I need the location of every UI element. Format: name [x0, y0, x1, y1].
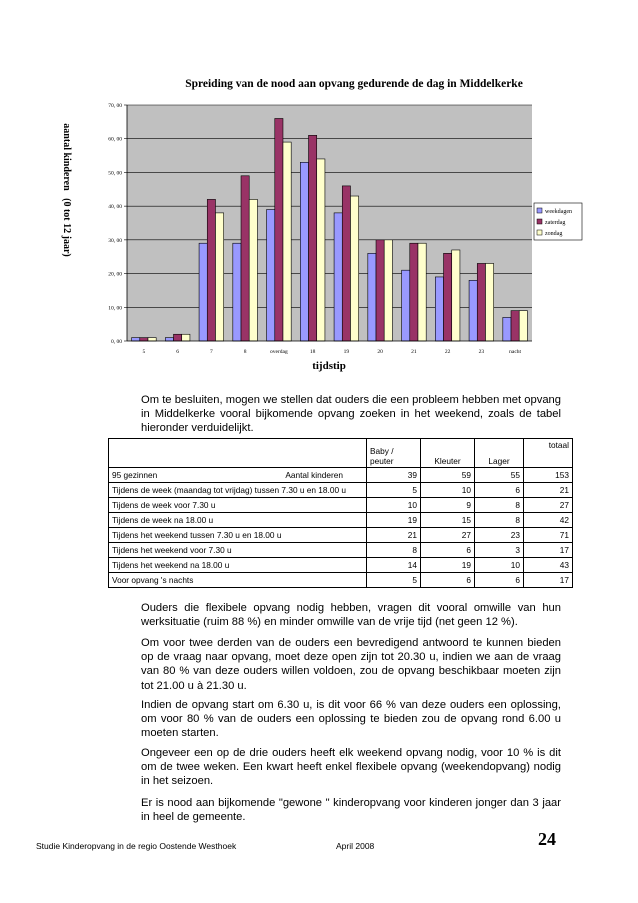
cell-kleuter: 9	[421, 498, 475, 513]
cell-totaal: 71	[524, 528, 573, 543]
paragraph-werksituatie: Ouders die flexibele opvang nodig hebben, vragen dit vooral omwille van hun werksituatie (ruim 88 %) en minder omwille van de vrije tijd (net geen 12 %).	[141, 602, 561, 629]
footer-date: April 2008	[336, 841, 375, 851]
bar-weekdagen	[300, 162, 308, 341]
x-tick-label: 19	[343, 349, 350, 355]
cell-kleuter: 15	[421, 513, 475, 528]
cell-baby: 10	[367, 498, 421, 513]
cell-totaal: 17	[524, 543, 573, 558]
table-row	[109, 483, 573, 498]
intro-paragraph: Om te besluiten, mogen we stellen dat ouders die een probleem hebben met opvang in Middelkerke vooral bijkomende opvang zoeken in het weekend, zoals de tabel hieronder verduidelijkt.	[141, 394, 561, 435]
cell-lager: 10	[475, 558, 524, 573]
legend-label: weekdagen	[545, 209, 572, 215]
paragraph-starttijd: Indien de opvang start om 6.30 u, is dit voor 66 % van deze ouders een oplossing, om voor 80 % van de ouders een oplossing te bieden zou de opvang rond 6.00 u moeten starten.	[141, 699, 561, 740]
kinderen-label: Aantal kinderen	[285, 470, 343, 480]
page-number: 24	[538, 829, 556, 849]
cell-totaal: 17	[524, 573, 573, 588]
cell-baby: 19	[367, 513, 421, 528]
bar-zondag	[215, 213, 223, 341]
legend	[534, 203, 582, 240]
bar-zondag	[283, 142, 291, 341]
row-label: Tijdens de week voor 7.30 u	[109, 498, 367, 513]
row-label: Tijdens het weekend tussen 7.30 u en 18.00 u	[109, 528, 367, 543]
x-tick-label: 7	[210, 349, 213, 355]
x-tick-label: 21	[411, 349, 417, 355]
y-axis-ticks	[108, 103, 127, 345]
cell-lager: 6	[475, 483, 524, 498]
cell-baby: 5	[367, 573, 421, 588]
bar-weekdagen	[165, 338, 173, 341]
x-tick-label: 23	[478, 349, 485, 355]
bar-zondag	[249, 199, 257, 341]
bar-weekdagen	[233, 243, 241, 341]
bar-weekdagen	[267, 210, 275, 341]
paragraph-weekend: Ongeveer een op de drie ouders heeft elk weekend opvang nodig, voor 10 % is dit om de twee weken. Een kwart heeft enkel flexibele opvang (weekendopvang) nodig in het seizoen.	[141, 747, 561, 788]
cell-kleuter: 6	[421, 543, 475, 558]
bar-weekdagen	[435, 277, 443, 341]
table-row	[109, 573, 573, 588]
cell-baby: 14	[367, 558, 421, 573]
bar-weekdagen	[402, 270, 410, 341]
x-axis-ticks	[143, 349, 522, 355]
bar-zaterdag	[241, 176, 249, 341]
legend-swatch	[537, 230, 542, 235]
bar-weekdagen	[368, 253, 376, 341]
cell-lager: 8	[475, 513, 524, 528]
header-totaal: totaal	[524, 439, 573, 468]
cell-totaal: 43	[524, 558, 573, 573]
bar-weekdagen	[334, 213, 342, 341]
cell-baby: 5	[367, 483, 421, 498]
table-row	[109, 558, 573, 573]
cell-kleuter: 10	[421, 483, 475, 498]
bar-zondag	[384, 240, 392, 341]
bar-zaterdag	[174, 334, 182, 341]
chart-title: Spreiding van de nood aan opvang gedurende de dag in Middelkerke	[185, 78, 523, 90]
bar-weekdagen	[199, 243, 207, 341]
bar-zaterdag	[309, 135, 317, 341]
x-axis-label: tijdstip	[312, 360, 346, 372]
footer-study-title: Studie Kinderopvang in de regio Oostende Westhoek	[36, 841, 237, 851]
cell-kleuter: 59	[421, 468, 475, 483]
table-header-corner	[109, 439, 367, 468]
header-lager: Lager	[475, 439, 524, 468]
row-label: Tijdens de week na 18.00 u	[109, 513, 367, 528]
cell-lager: 6	[475, 573, 524, 588]
y-axis-label: aantal kinderen (0 tot 12 jaar)	[61, 123, 72, 257]
cell-baby: 39	[367, 468, 421, 483]
bar-zaterdag	[477, 263, 485, 341]
x-tick-label: 8	[243, 349, 247, 355]
y-tick-label: 20, 00	[108, 271, 122, 278]
paragraph-openingsuren: Om voor twee derden van de ouders een bevredigend antwoord te kunnen bieden op de vraag naar opvang, moet deze open zijn tot 20.30 u, indien we aan de vraag van 80 % van deze ouders willen voldoen, zou de opvang beschikbaar moeten zijn tot 21.00 u à 21.30 u.	[141, 637, 561, 692]
bar-weekdagen	[132, 338, 140, 341]
y-tick-label: 0, 00	[111, 339, 122, 345]
bar-zaterdag	[410, 243, 418, 341]
table-row	[109, 513, 573, 528]
paragraph-conclusie: Er is nood aan bijkomende "gewone " kinderopvang voor kinderen jonger dan 3 jaar in heel de gemeente.	[141, 797, 561, 824]
row-label	[109, 468, 367, 483]
header-kleuter: Kleuter	[421, 439, 475, 468]
bar-zaterdag	[275, 118, 283, 341]
y-tick-label: 10, 00	[108, 305, 122, 312]
cell-baby: 21	[367, 528, 421, 543]
row-label: Voor opvang 's nachts	[109, 573, 367, 588]
cell-baby: 8	[367, 543, 421, 558]
bar-zondag	[452, 250, 460, 341]
y-tick-label: 50, 00	[108, 170, 122, 177]
x-tick-label: 18	[309, 349, 316, 355]
bar-zondag	[485, 263, 493, 341]
x-tick-label: nacht	[509, 349, 522, 355]
gezinnen-label: 95 gezinnen	[112, 470, 158, 480]
bar-zaterdag	[207, 199, 215, 341]
bar-zondag	[418, 243, 426, 341]
x-tick-label: 5	[142, 349, 146, 355]
cell-kleuter: 19	[421, 558, 475, 573]
x-tick-label: 20	[377, 349, 383, 355]
bar-zaterdag	[342, 186, 350, 341]
x-tick-label: 22	[444, 349, 451, 355]
legend-label: zaterdag	[545, 220, 566, 226]
row-label: Tijdens de week (maandag tot vrijdag) tussen 7.30 u en 18.00 u	[109, 483, 367, 498]
cell-lager: 23	[475, 528, 524, 543]
needs-table	[108, 438, 573, 588]
table-header-row	[109, 439, 573, 468]
y-tick-label: 60, 00	[108, 136, 122, 143]
legend-label: zondag	[545, 231, 563, 237]
bar-zaterdag	[444, 253, 452, 341]
cell-totaal: 42	[524, 513, 573, 528]
legend-swatch	[537, 219, 542, 224]
table-row	[109, 543, 573, 558]
y-tick-label: 30, 00	[108, 237, 122, 244]
table-row	[109, 528, 573, 543]
x-tick-label: overdag	[270, 349, 288, 355]
bar-zondag	[317, 159, 325, 341]
bar-zondag	[182, 334, 190, 341]
cell-lager: 55	[475, 468, 524, 483]
bar-zondag	[519, 311, 527, 341]
cell-lager: 3	[475, 543, 524, 558]
bar-zondag	[350, 196, 358, 341]
y-tick-label: 70, 00	[108, 103, 122, 109]
bar-zaterdag	[376, 240, 384, 341]
cell-lager: 8	[475, 498, 524, 513]
legend-swatch	[537, 208, 542, 213]
row-label: Tijdens het weekend voor 7.30 u	[109, 543, 367, 558]
bar-weekdagen	[469, 280, 477, 341]
bar-zondag	[148, 338, 156, 341]
cell-kleuter: 27	[421, 528, 475, 543]
cell-totaal: 153	[524, 468, 573, 483]
bar-zaterdag	[511, 311, 519, 341]
table-row	[109, 498, 573, 513]
cell-totaal: 27	[524, 498, 573, 513]
table-row	[109, 468, 573, 483]
bar-zaterdag	[140, 338, 148, 341]
bar-weekdagen	[503, 317, 511, 341]
y-tick-label: 40, 00	[108, 204, 122, 211]
cell-totaal: 21	[524, 483, 573, 498]
header-baby: Baby / peuter	[367, 439, 421, 468]
bar-chart	[0, 0, 638, 380]
x-tick-label: 6	[176, 349, 179, 355]
row-label: Tijdens het weekend na 18.00 u	[109, 558, 367, 573]
cell-kleuter: 6	[421, 573, 475, 588]
